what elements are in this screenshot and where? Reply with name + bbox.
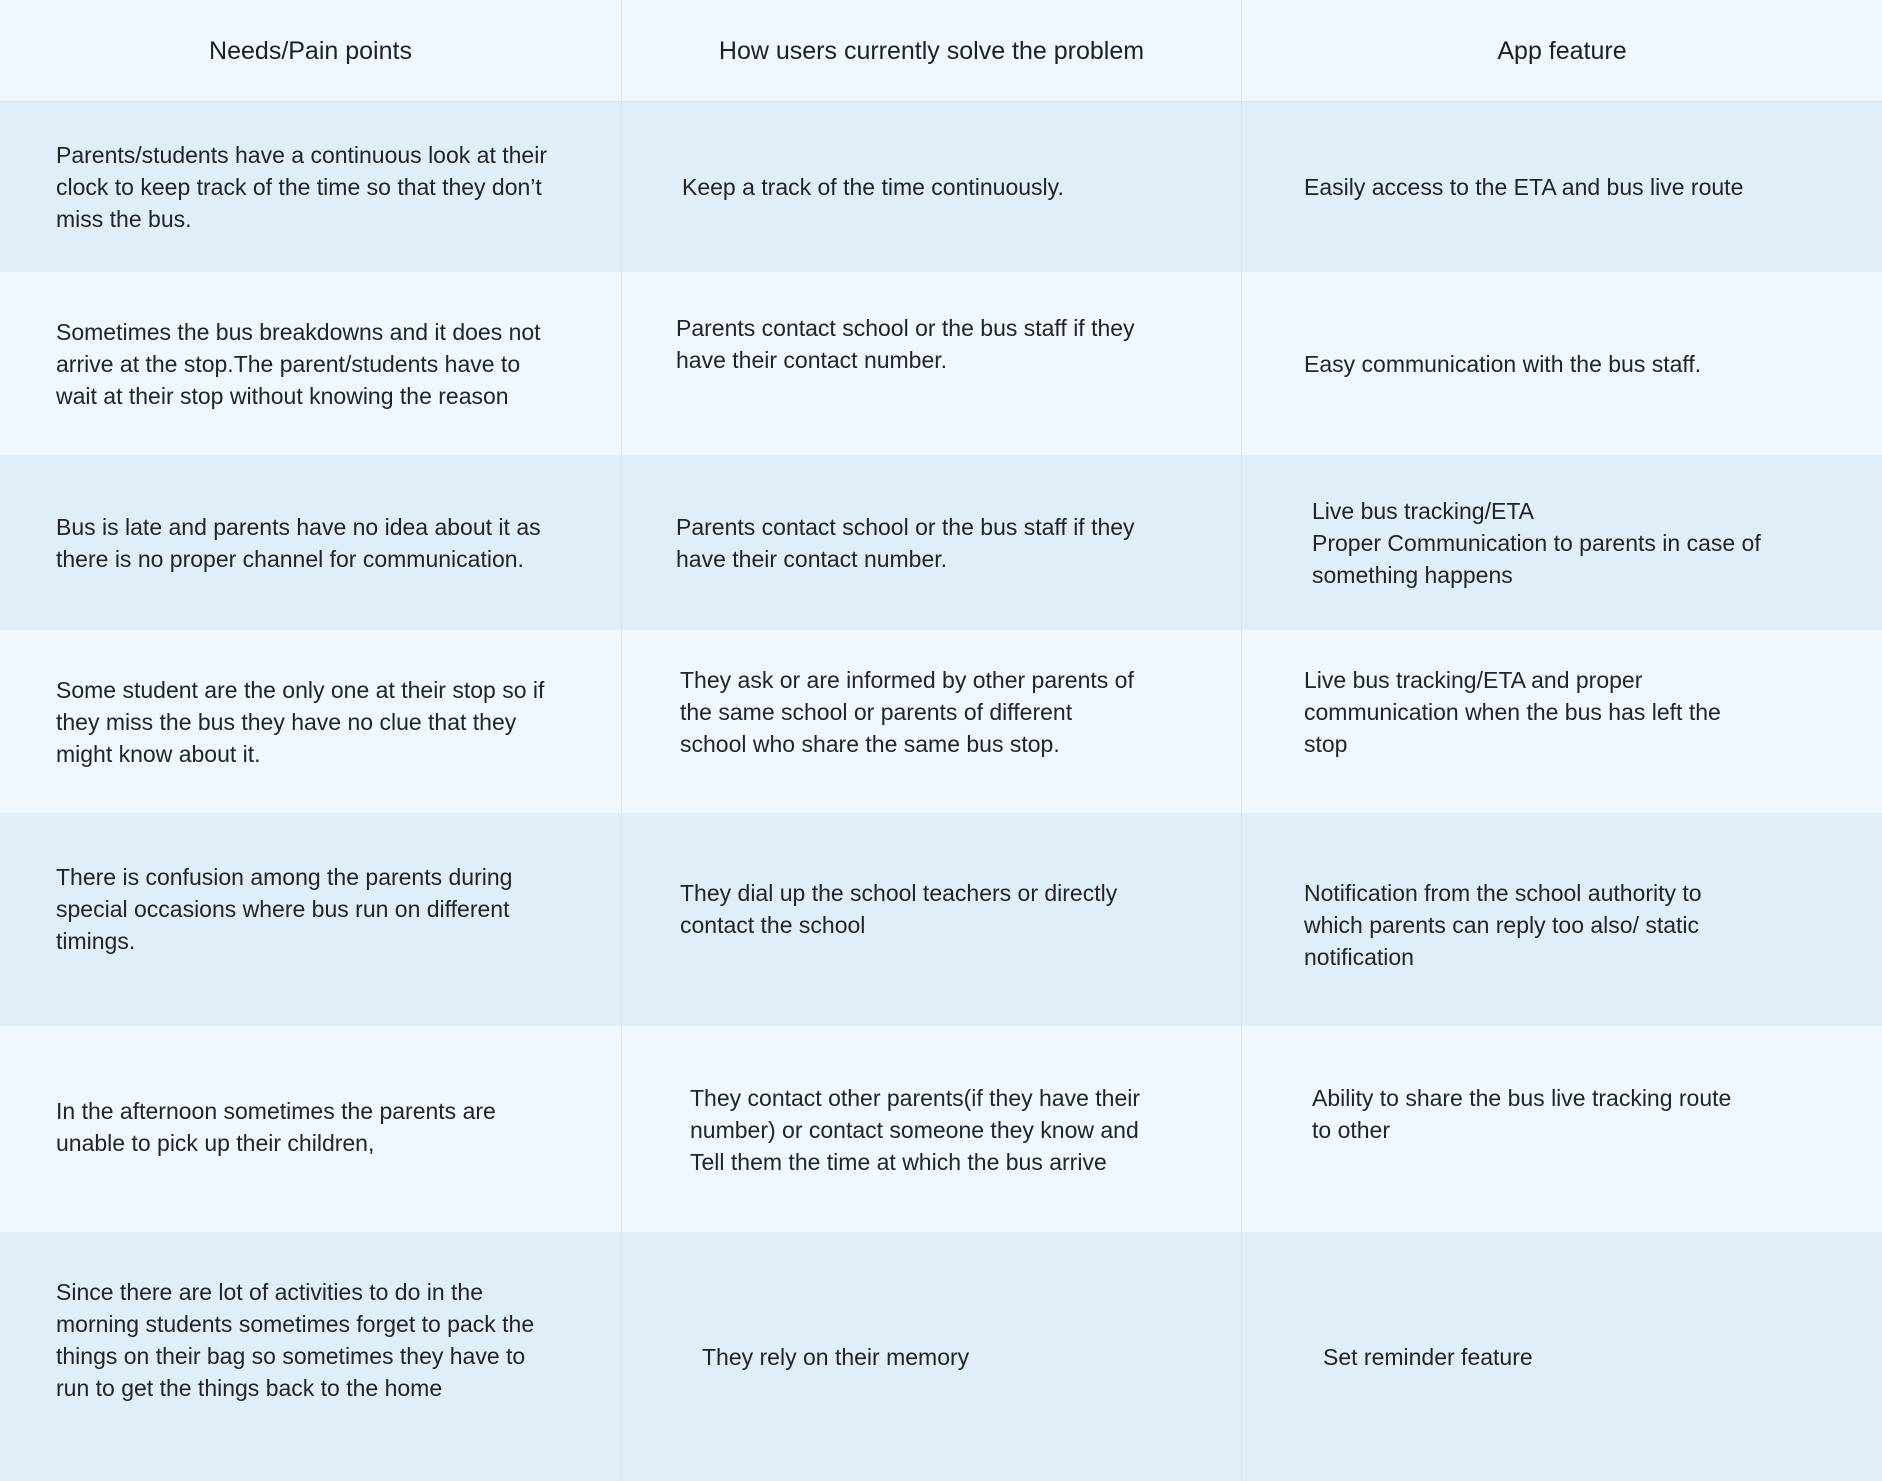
column-header-label: App feature <box>1497 36 1627 65</box>
column-header <box>622 0 1242 101</box>
need-cell: Since there are lot of activities to do in the morning students sometimes forget to pack the things on their bag so sometimes they have to run to get the things back to the home <box>0 1232 622 1481</box>
need-cell: Sometimes the bus breakdowns and it does not arrive at the stop.The parent/students have to wait at their stop without knowing the reason <box>0 272 622 455</box>
column-header <box>0 0 622 101</box>
need-cell: Some student are the only one at their stop so if they miss the bus they have no clue that they might know about it. <box>0 630 622 813</box>
current-solution-cell: Parents contact school or the bus staff if they have their contact number. <box>622 272 1242 455</box>
table-row <box>0 455 1882 630</box>
table-row <box>0 272 1882 455</box>
table-row <box>0 813 1882 1026</box>
table-row <box>0 1026 1882 1232</box>
app-feature-cell: Set reminder feature <box>1323 1343 1533 1370</box>
table-row <box>0 1232 1882 1481</box>
current-solution-cell: They rely on their memory <box>622 1232 1242 1481</box>
table-row <box>0 102 1882 272</box>
table-row <box>0 630 1882 813</box>
app-feature-cell: Notification from the school authority to which parents can reply too also/ static notification <box>1304 880 1702 970</box>
need-cell: Bus is late and parents have no idea about it as there is no proper channel for communication. <box>0 455 622 630</box>
table-header <box>0 0 1882 101</box>
current-solution-cell: They contact other parents(if they have their number) or contact someone they know and Tell them the time at which the bus arrive <box>622 1026 1242 1232</box>
column-header-label: How users currently solve the problem <box>718 36 1145 65</box>
need-cell: There is confusion among the parents during special occasions where bus run on different timings. <box>0 813 622 1026</box>
app-feature-cell: Live bus tracking/ETA Proper Communication to parents in case of something happens <box>1312 497 1761 588</box>
need-cell: Parents/students have a continuous look at their clock to keep track of the time so that they don’t miss the bus. <box>0 102 622 272</box>
column-header-label: Needs/Pain points <box>209 36 412 65</box>
current-solution-cell: They dial up the school teachers or directly contact the school <box>622 813 1242 1026</box>
app-feature-cell: Live bus tracking/ETA and proper communication when the bus has left the stop <box>1304 667 1721 757</box>
current-solution-cell: Parents contact school or the bus staff if they have their contact number. <box>622 455 1242 630</box>
app-feature-cell: Easily access to the ETA and bus live route <box>1304 174 1744 200</box>
app-feature-cell: Easy communication with the bus staff. <box>1304 350 1702 377</box>
need-cell: In the afternoon sometimes the parents are unable to pick up their children, <box>0 1026 622 1232</box>
current-solution-cell: Keep a track of the time continuously. <box>622 102 1242 272</box>
column-header <box>1242 0 1882 101</box>
current-solution-cell: They ask or are informed by other parents of the same school or parents of different school who share the same bus stop. <box>622 630 1242 813</box>
app-feature-cell: Ability to share the bus live tracking route to other <box>1312 1085 1732 1143</box>
